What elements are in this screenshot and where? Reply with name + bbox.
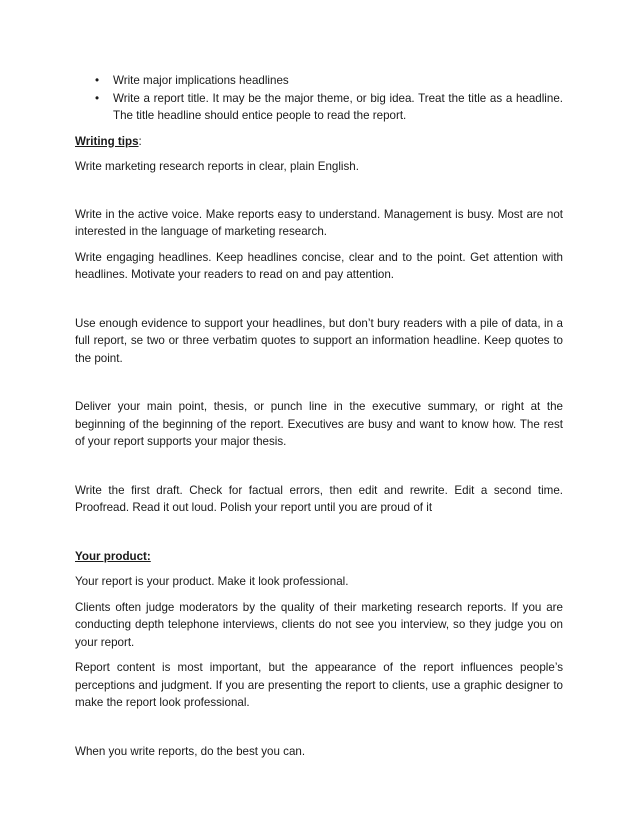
writing-tips-heading-suffix: : [138,134,142,148]
document-page [75,72,563,760]
paragraph: Report content is most important, but the appearance of the report influences people’s perceptions and judgment. If you are presenting the report to clients, use a graphic designer to make the report look professional. [75,661,563,709]
paragraph: Write engaging headlines. Keep headlines concise, clear and to the point. Get attention with headlines. Motivate your readers to read on and pay attention. [75,250,563,281]
your-product-heading-line [75,548,563,566]
list-item-text: Write major implications headlines [113,74,289,87]
paragraph: When you write reports, do the best you can. [75,744,306,758]
your-product-heading: Your product: [75,549,151,563]
bullet-list [75,72,563,125]
list-item [75,72,563,90]
writing-tips-heading: Writing tips [75,134,139,148]
writing-tips-heading-line [75,133,563,151]
paragraph: Clients often judge moderators by the quality of their marketing research reports. If you are conducting depth telephone interviews, clients do not see you interview, so they judge you on your report. [75,600,563,649]
list-item-text: Write a report title. It may be the major theme, or big idea. Treat the title as a headline. The title headline should entice people to read the report. [113,91,563,122]
paragraph: Write in the active voice. Make reports easy to understand. Management is busy. Most are not interested in the language of marketing research. [75,207,563,238]
paragraph: Write marketing research reports in clear, plain English. [75,160,359,173]
bullet-icon: • [95,91,100,105]
paragraph: Use enough evidence to support your headlines, but don’t bury readers with a pile of data, in a full report, se two or three verbatim quotes to support an information headline. Keep quotes to the point. [75,316,563,365]
paragraph: Write the first draft. Check for factual errors, then edit and rewrite. Edit a second time. Proofread. Read it out loud. Polish your report until you are proud of it [75,483,563,514]
paragraph: Deliver your main point, thesis, or punch line in the executive summary, or right at the beginning of the beginning of the report. Executives are busy and want to know how. The rest of your report supports your major thesis. [75,400,563,448]
bullet-icon: • [95,74,100,87]
list-item [75,90,563,125]
paragraph: Your report is your product. Make it look professional. [75,575,349,588]
